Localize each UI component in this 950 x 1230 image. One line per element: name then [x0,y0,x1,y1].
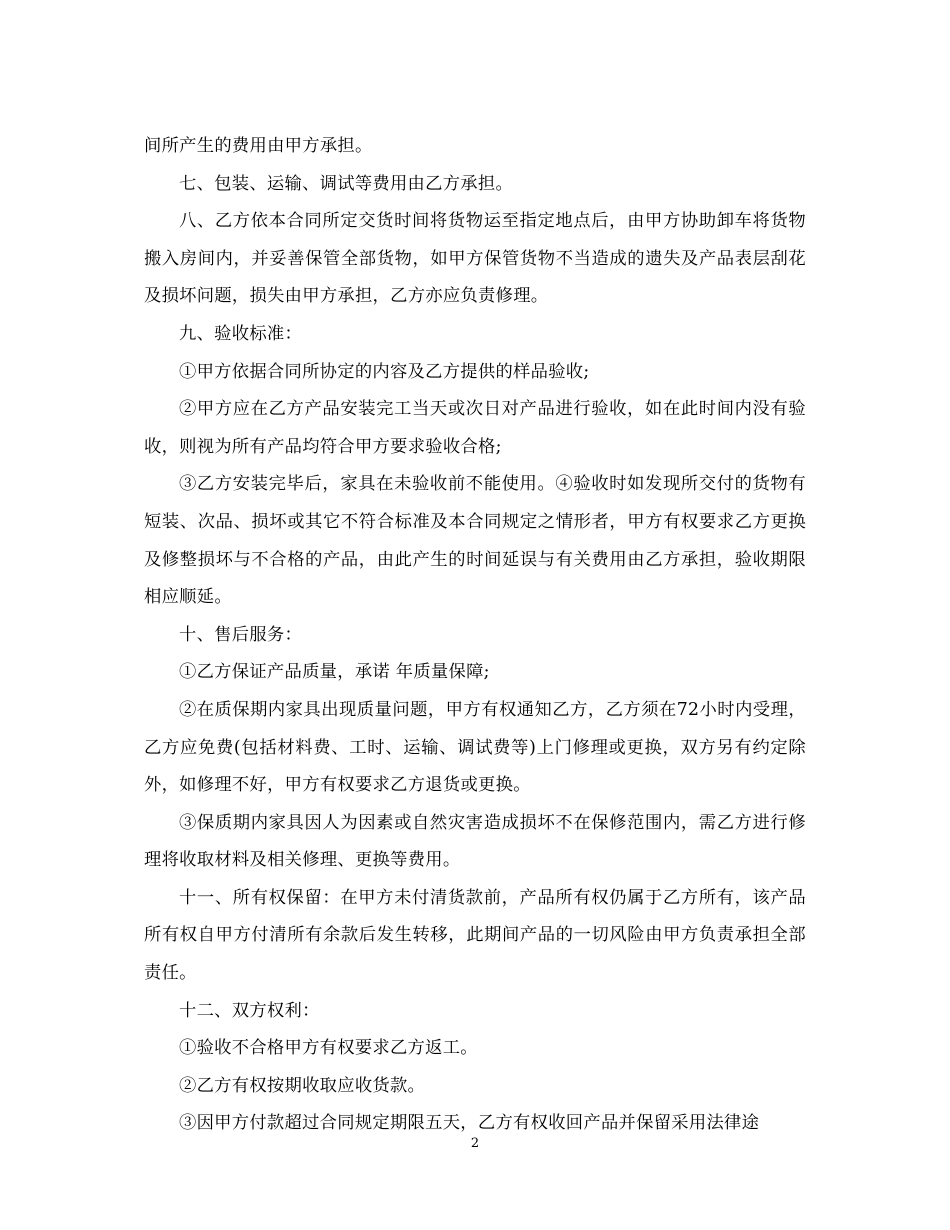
paragraph: 十一、所有权保留：在甲方未付清货款前，产品所有权仍属于乙方所有，该产品所有权自甲方付清所有余款后发生转移，此期间产品的一切风险由甲方负责承担全部责任。 [144,887,806,984]
paragraph: ②甲方应在乙方产品安装完工当天或次日对产品进行验收，如在此时间内没有验收，则视为所有产品均符合甲方要求验收合格; [144,399,806,457]
paragraph: ①验收不合格甲方有权要求乙方返工。 [179,1038,478,1059]
paragraph: 八、乙方依本合同所定交货时间将货物运至指定地点后，由甲方协助卸车将货物搬入房间内，并妥善保管全部货物，如甲方保管货物不当造成的遗失及产品表层刮花及损坏问题，损失由甲方承担，乙方亦应负责修理。 [144,211,806,307]
paragraph: ②在质保期内家具出现质量问题，甲方有权通知乙方，乙方须在72小时内受理，乙方应免费(包括材料费、工时、运输、调试费等)上门修理或更换，双方另有约定除外，如修理不好，甲方有权要求乙方退货或更换。 [144,699,806,796]
paragraph: 间所产生的费用由甲方承担。 [144,136,373,156]
paragraph: ②乙方有权按期收取应收货款。 [179,1075,426,1096]
paragraph: ③保质期内家具因人为因素或自然灾害造成损坏不在保修范围内，需乙方进行修理将收取材料及相关修理、更换等费用。 [144,812,806,871]
paragraph: ③因甲方付款超过合同规定期限五天，乙方有权收回产品并保留采用法律途 [179,1113,760,1134]
paragraph: 十二、双方权利： [179,1000,320,1021]
paragraph: ①乙方保证产品质量，承诺 年质量保障; [179,662,490,683]
paragraph: ①甲方依据合同所协定的内容及乙方提供的样品验收; [179,361,590,382]
document-body [144,128,806,1143]
page-number: 2 [470,1136,480,1151]
paragraph: ③乙方安装完毕后，家具在未验收前不能使用。④验收时如发现所交付的货物有短装、次品、损坏或其它不符合标准及本合同规定之情形者，甲方有权要求乙方更换及修整损坏与不合格的产品，由此产生的时间延误与有关费用由乙方承担，验收期限相应顺延。 [144,474,806,608]
paragraph: 九、验收标准： [179,323,303,344]
paragraph: 十、售后服务： [179,624,303,645]
paragraph: 七、包装、运输、调试等费用由乙方承担。 [179,173,514,194]
